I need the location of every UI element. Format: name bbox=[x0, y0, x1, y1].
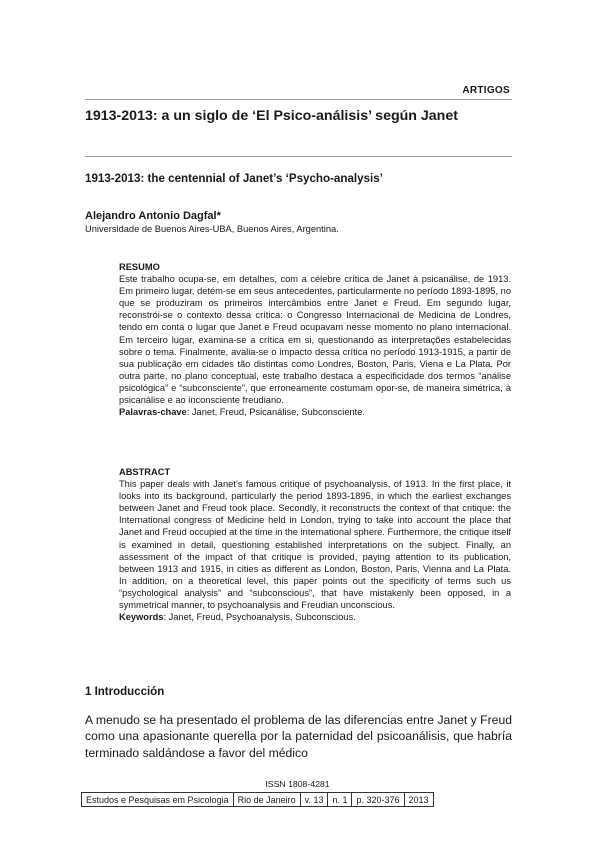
article-title: 1913-2013: a un siglo de ‘El Psico-análisis’ según Janet bbox=[85, 108, 458, 124]
citation-footer bbox=[81, 792, 434, 807]
resumo-keywords bbox=[119, 406, 511, 418]
article-title-english: 1913-2013: the centennial of Janet’s ‘Psycho-analysis’ bbox=[85, 172, 383, 185]
author-name: Alejandro Antonio Dagfal* bbox=[85, 210, 221, 222]
header-rule bbox=[85, 99, 512, 100]
keywords-list: : Janet, Freud, Psychoanalysis, Subconscious. bbox=[163, 612, 356, 623]
footer-journal: Estudos e Pesquisas em Psicologia bbox=[82, 793, 234, 807]
footer-year: 2013 bbox=[404, 793, 433, 807]
footer-city: Rio de Janeiro bbox=[233, 793, 300, 807]
issn: ISSN 1808-4281 bbox=[265, 779, 330, 789]
section-heading: 1 Introducción bbox=[85, 686, 165, 698]
title-rule bbox=[85, 156, 512, 157]
abstract-keywords bbox=[119, 611, 511, 623]
keywords-label: Keywords bbox=[119, 612, 164, 623]
abstract-heading: ABSTRACT bbox=[119, 467, 171, 477]
keywords-label: Palavras-chave bbox=[119, 407, 187, 418]
resumo-block bbox=[119, 261, 511, 418]
body-paragraph: A menudo se ha presentado el problema de las diferencias entre Janet y Freud como una apasionante querella por la paternidad del psicoanálisis, que habría terminado saldándose a favor del médico bbox=[85, 713, 512, 760]
footer-number: n. 1 bbox=[328, 793, 352, 807]
abstract-text: This paper deals with Janet’s famous critique of psychoanalysis, of 1913. In the first place, it looks into its background, particularly the period 1893-1895, in which the earliest exchanges between Janet and Freud took place. Secondly, it reconstructs the context of that critique: the International congress of Medicine held in London, trying to take into account the place that Janet and Freud occupied at the time in the international sphere. Furthermore, the critique itself is examined in detail, questioning established interpretations on the subject. Finally, an assessment of the impact of that critique is provided, paying attention to its publication, between 1913 and 1915, in cities as different as London, Boston, Paris, Vienna and La Plata. In addition, on a theoretical level, this paper points out the specificity of terms such us “psychological analysis” and “subconscious”, that have mistakenly been opposed, in a symmetrical manner, to psychoanalysis and Freudian unconscious. bbox=[119, 479, 511, 611]
footer-pages: p. 320-376 bbox=[352, 793, 404, 807]
keywords-list: : Janet, Freud, Psicanálise, Subconsciente. bbox=[186, 407, 366, 418]
author-affiliation: Universidade de Buenos Aires-UBA, Buenos Aires, Argentina. bbox=[85, 224, 339, 234]
resumo-heading: RESUMO bbox=[119, 262, 160, 272]
resumo-text: Este trabalho ocupa-se, em detalhes, com a célebre crítica de Janet à psicanálise, de 1913. Em primeiro lugar, detém-se em seus antecedentes, particularmente no período 1893-1895, no que se produziram os primeiros intercâmbios entre Janet e Freud. Em segundo lugar, reconstrói-se o contexto dessa crítica: o Congresso Internacional de Medicina de Londres, tendo em conta o lugar que Janet e Freud ocupavam nesse momento no plano internacional. Em terceiro lugar, examina-se a crítica em si, questionando as interpretações estabelecidas sobre o tema. Finalmente, avalia-se o impacto dessa crítica no período 1913-1915, a partir de sua publicação em cidades tão distintas como Londres, Boston, Paris, Viena e La Plata. Por outra parte, no plano conceptual, este trabalho destaca a especificidade dos termos “análise psicológica” e “subconsciente”, que erroneamente costumam opor-se, de maneira simétrica, à psicanálise e ao inconsciente freudiano. bbox=[119, 274, 511, 406]
footer-volume: v. 13 bbox=[300, 793, 328, 807]
abstract-block bbox=[119, 466, 511, 623]
section-label: ARTIGOS bbox=[462, 85, 510, 96]
